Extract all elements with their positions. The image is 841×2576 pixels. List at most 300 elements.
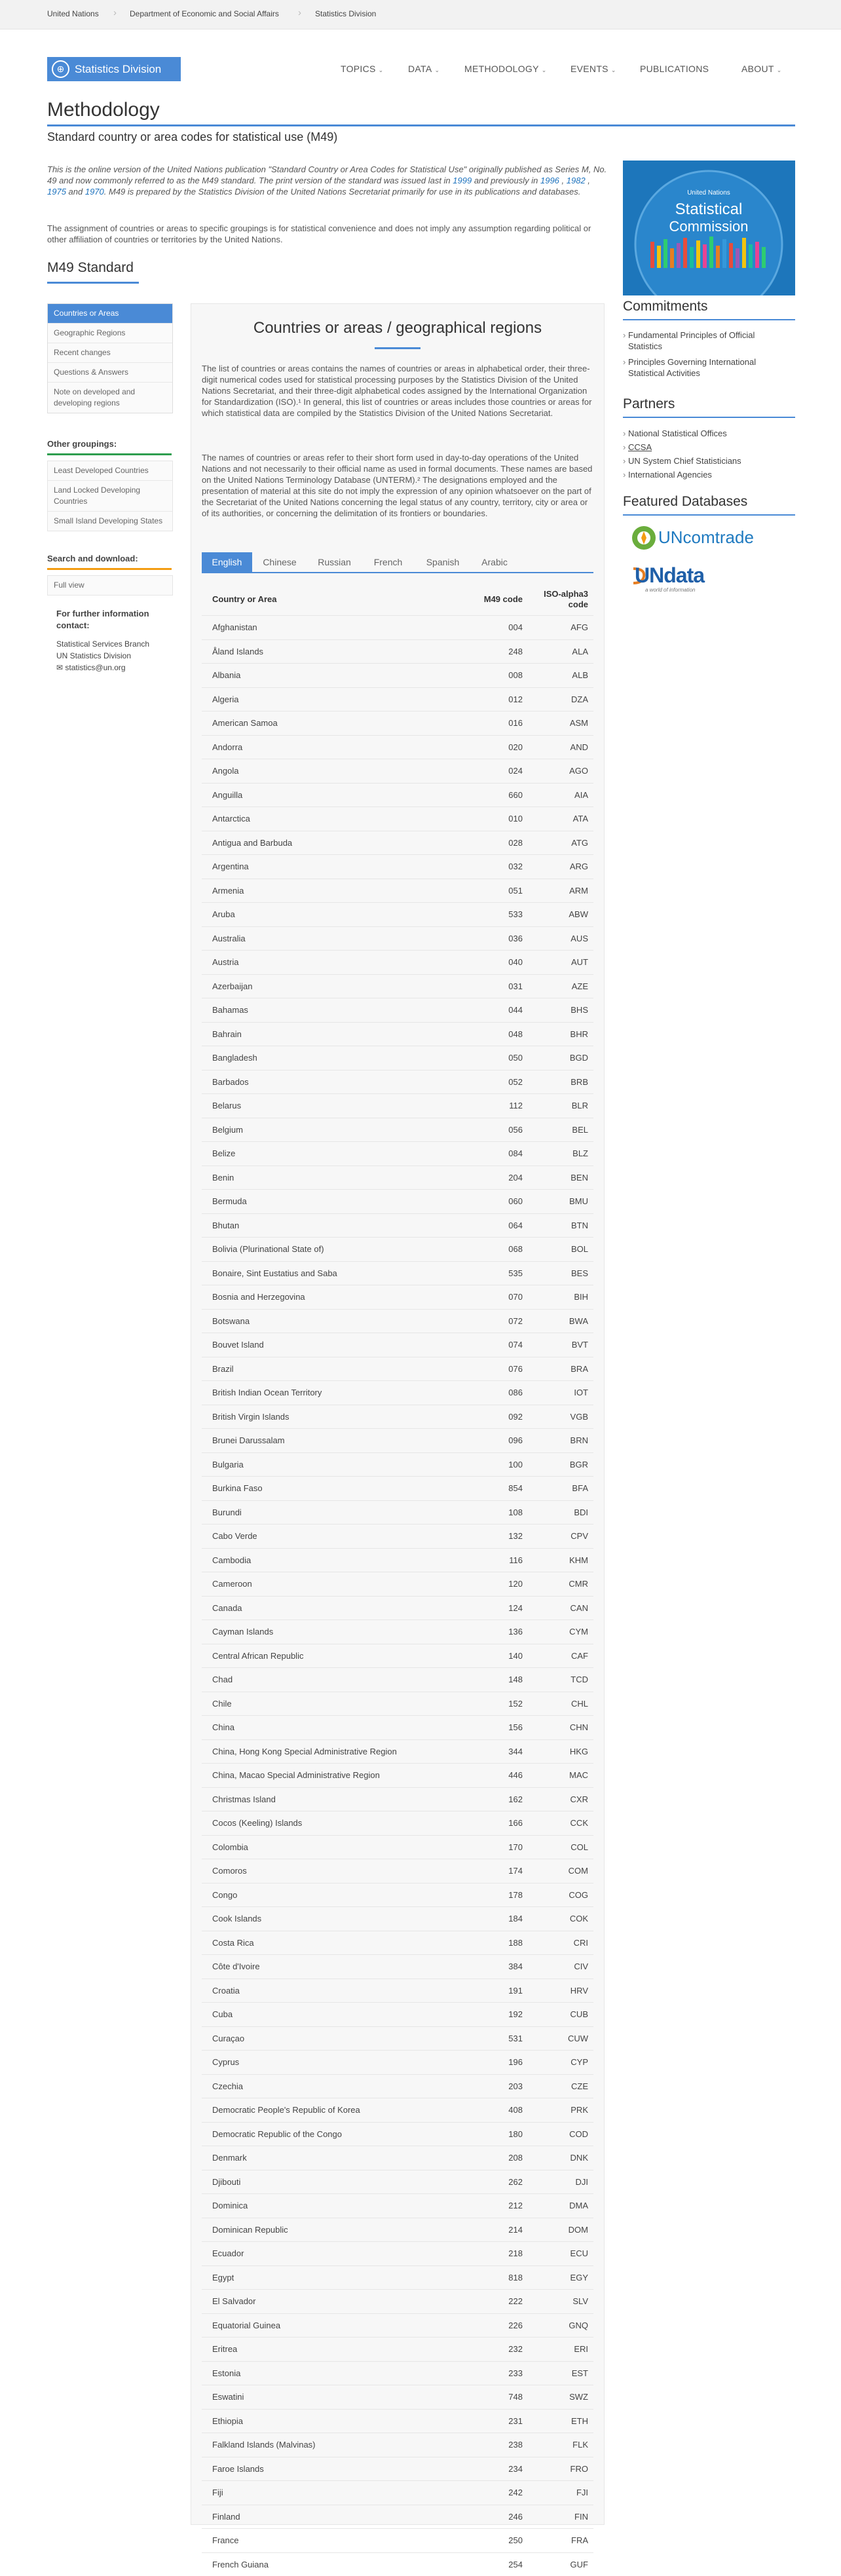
country-name-cell: France <box>212 2535 238 2545</box>
iso-code-cell: BWA <box>536 1316 588 1326</box>
tab-arabic[interactable]: Arabic <box>471 552 518 572</box>
link-1975[interactable]: 1975 <box>47 187 66 197</box>
m49-code-cell: 238 <box>464 2440 523 2450</box>
iso-code-cell: DZA <box>536 694 588 704</box>
country-name-cell: French Guiana <box>212 2560 269 2569</box>
table-row <box>202 2265 593 2290</box>
iso-code-cell: ATG <box>536 838 588 848</box>
iso-code-cell: BGD <box>536 1053 588 1063</box>
m49-code-cell: 072 <box>464 1316 523 1326</box>
m49-code-cell: 032 <box>464 862 523 871</box>
iso-code-cell: ETH <box>536 2416 588 2426</box>
table-row <box>202 1763 593 1787</box>
table-row <box>202 1022 593 1046</box>
iso-code-cell: BVT <box>536 1340 588 1350</box>
country-name-cell: Austria <box>212 957 238 967</box>
green-divider <box>47 453 172 455</box>
country-name-cell: Faroe Islands <box>212 2464 264 2474</box>
title-divider <box>47 124 795 126</box>
country-name-cell: China <box>212 1722 234 1732</box>
search-download-heading: Search and download: <box>47 554 138 563</box>
table-row <box>202 831 593 855</box>
m49-code-cell: 384 <box>464 1961 523 1971</box>
iso-code-cell: FRO <box>536 2464 588 2474</box>
countries-table <box>202 584 593 2576</box>
country-name-cell: Central African Republic <box>212 1651 303 1661</box>
iso-code-cell: CXR <box>536 1794 588 1804</box>
table-row <box>202 1428 593 1452</box>
table-row <box>202 1380 593 1405</box>
m49-code-cell: 818 <box>464 2273 523 2282</box>
country-name-cell: Ethiopia <box>212 2416 243 2426</box>
chevron-down-icon: ⌄ <box>542 67 547 73</box>
country-name-cell: China, Macao Special Administrative Region <box>212 1770 380 1780</box>
country-name-cell: Afghanistan <box>212 622 257 632</box>
description-paragraph-2: The names of countries or areas refer to their short form used in day-to-day operations of the United Nations and not necessarily to their official name as used in formal documents. These names are based on the United Nations Terminology Database (UNTERM).² The designations employed and the presentation of material at this site do not imply the expression of any opinion whatsoever on the part of the Secretariat of the United Nations concerning the legal status of any country, territory, city or area or of its authorities, or concerning the delimitation of its frontiers or boundaries. <box>202 452 595 519</box>
search-download-list <box>47 575 173 596</box>
iso-code-cell: GNQ <box>536 2320 588 2330</box>
m49-code-cell: 028 <box>464 838 523 848</box>
m49-code-cell: 188 <box>464 1938 523 1948</box>
iso-code-cell: CYM <box>536 1627 588 1637</box>
m49-code-cell: 174 <box>464 1866 523 1876</box>
disclaimer-text: The assignment of countries or areas to specific groupings is for statistical convenience and does not imply any assumption regarding political or other affiliation of countries or territories by the United Nations. <box>47 223 610 245</box>
country-name-cell: Armenia <box>212 886 244 896</box>
table-row <box>202 711 593 735</box>
iso-code-cell: BTN <box>536 1221 588 1230</box>
country-name-cell: Azerbaijan <box>212 981 252 991</box>
country-name-cell: Bolivia (Plurinational State of) <box>212 1244 324 1254</box>
table-row <box>202 759 593 783</box>
m49-code-cell: 152 <box>464 1699 523 1709</box>
table-row <box>202 2170 593 2194</box>
iso-code-cell: AGO <box>536 766 588 776</box>
leftnav-full-view[interactable]: Full view <box>48 576 172 595</box>
iso-code-cell: COM <box>536 1866 588 1876</box>
country-name-cell: Brunei Darussalam <box>212 1435 285 1445</box>
country-name-cell: China, Hong Kong Special Administrative Region <box>212 1747 397 1756</box>
iso-code-cell: BMU <box>536 1196 588 1206</box>
m49-code-cell: 096 <box>464 1435 523 1445</box>
m49-code-cell: 231 <box>464 2416 523 2426</box>
table-row <box>202 974 593 998</box>
other-groupings-heading: Other groupings: <box>47 439 117 449</box>
table-row <box>202 2074 593 2098</box>
table-body <box>202 615 593 2576</box>
breadcrumb-unsd[interactable]: Statistics Division <box>315 9 376 18</box>
link-1996[interactable]: 1996 <box>540 176 559 185</box>
country-name-cell: Belgium <box>212 1125 243 1135</box>
nav-data[interactable]: DATA ⌄ <box>408 64 439 74</box>
iso-code-cell: ALA <box>536 647 588 656</box>
nav-events[interactable]: EVENTS ⌄ <box>570 64 616 74</box>
m49-code-cell: 092 <box>464 1412 523 1422</box>
iso-code-cell: ERI <box>536 2344 588 2354</box>
breadcrumb-separator: › <box>113 7 117 18</box>
table-row <box>202 1093 593 1118</box>
left-nav <box>47 303 173 413</box>
table-row <box>202 2002 593 2026</box>
country-name-cell: Democratic Republic of the Congo <box>212 2129 342 2139</box>
tab-english[interactable]: English <box>202 552 252 572</box>
table-row <box>202 1811 593 1835</box>
table-row <box>202 1309 593 1333</box>
iso-code-cell: ARM <box>536 886 588 896</box>
commitments-heading: Commitments <box>623 299 708 314</box>
iso-code-cell: BOL <box>536 1244 588 1254</box>
table-row <box>202 854 593 879</box>
m49-code-cell: 156 <box>464 1722 523 1732</box>
table-row <box>202 1476 593 1500</box>
uncomtrade-globe-icon <box>631 525 657 551</box>
table-row <box>202 1787 593 1811</box>
m49-code-cell: 254 <box>464 2560 523 2569</box>
table-row <box>202 2050 593 2074</box>
m49-code-cell: 050 <box>464 1053 523 1063</box>
country-name-cell: Benin <box>212 1173 234 1183</box>
leftnav-sids[interactable]: Small Island Developing States <box>48 512 172 531</box>
iso-code-cell: FLK <box>536 2440 588 2450</box>
nav-methodology[interactable]: METHODOLOGY ⌄ <box>464 64 547 74</box>
undata-tagline: a world of information <box>645 587 695 593</box>
country-name-cell: Burkina Faso <box>212 1483 263 1493</box>
table-row <box>202 2528 593 2552</box>
iso-code-cell: SWZ <box>536 2392 588 2402</box>
iso-code-cell: BLR <box>536 1101 588 1110</box>
table-row <box>202 1118 593 1142</box>
m49-code-cell: 446 <box>464 1770 523 1780</box>
country-name-cell: Cuba <box>212 2009 233 2019</box>
nav-about[interactable]: ABOUT ⌄ <box>741 64 782 74</box>
iso-code-cell: COK <box>536 1914 588 1923</box>
country-name-cell: Dominican Republic <box>212 2225 288 2235</box>
iso-code-cell: DJI <box>536 2177 588 2187</box>
m49-code-cell: 533 <box>464 909 523 919</box>
table-row <box>202 615 593 639</box>
country-name-cell: Antigua and Barbuda <box>212 838 292 848</box>
country-name-cell: Bermuda <box>212 1196 247 1206</box>
chevron-down-icon: ⌄ <box>777 67 782 73</box>
country-name-cell: El Salvador <box>212 2296 255 2306</box>
iso-code-cell: PRK <box>536 2105 588 2115</box>
breadcrumb-desa[interactable]: Department of Economic and Social Affairs <box>130 9 279 18</box>
table-row <box>202 926 593 951</box>
country-name-cell: Canada <box>212 1603 242 1613</box>
m49-code-cell: 004 <box>464 622 523 632</box>
iso-code-cell: BIH <box>536 1292 588 1302</box>
column-header-iso[interactable]: ISO-alpha3 code <box>536 589 588 610</box>
iso-code-cell: CHN <box>536 1722 588 1732</box>
link-ccsa[interactable]: › CCSA <box>628 442 785 453</box>
m49-code-cell: 344 <box>464 1747 523 1756</box>
m49-code-cell: 191 <box>464 1986 523 1996</box>
statistical-commission-image <box>623 161 795 295</box>
country-name-cell: Barbados <box>212 1077 249 1087</box>
iso-code-cell: AUS <box>536 934 588 943</box>
table-row <box>202 806 593 831</box>
table-row <box>202 1333 593 1357</box>
country-name-cell: Angola <box>212 766 238 776</box>
iso-code-cell: BLZ <box>536 1148 588 1158</box>
country-name-cell: Aruba <box>212 909 235 919</box>
table-row <box>202 950 593 974</box>
m49-code-cell: 070 <box>464 1292 523 1302</box>
country-name-cell: Botswana <box>212 1316 250 1326</box>
m49-code-cell: 531 <box>464 2034 523 2043</box>
table-row <box>202 663 593 687</box>
link-principles-international[interactable]: › Principles Governing International Statistical Activities <box>628 356 785 379</box>
leftnav-questions-answers[interactable]: Questions & Answers <box>48 363 172 383</box>
m49-code-cell: 180 <box>464 2129 523 2139</box>
m49-code-cell: 108 <box>464 1507 523 1517</box>
m49-code-cell: 020 <box>464 742 523 752</box>
iso-code-cell: KHM <box>536 1555 588 1565</box>
iso-code-cell: COL <box>536 1842 588 1852</box>
country-name-cell: Bouvet Island <box>212 1340 264 1350</box>
m49-code-cell: 048 <box>464 1029 523 1039</box>
uncomtrade-text: UNcomtrade <box>658 527 754 548</box>
iso-code-cell: MAC <box>536 1770 588 1780</box>
undata-text: UNdata <box>635 563 704 588</box>
table-row <box>202 1572 593 1596</box>
iso-code-cell: AND <box>536 742 588 752</box>
table-row <box>202 639 593 664</box>
m49-code-cell: 262 <box>464 2177 523 2187</box>
section-title: M49 Standard <box>47 260 134 276</box>
country-name-cell: Estonia <box>212 2368 240 2378</box>
partners-heading: Partners <box>623 396 675 412</box>
country-name-cell: Algeria <box>212 694 238 704</box>
country-name-cell: Croatia <box>212 1986 240 1996</box>
m49-code-cell: 214 <box>464 2225 523 2235</box>
uncomtrade-logo[interactable] <box>631 525 775 551</box>
m49-code-cell: 086 <box>464 1388 523 1397</box>
link-1982[interactable]: 1982 <box>567 176 586 185</box>
table-row <box>202 1500 593 1525</box>
page-title: Methodology <box>47 99 160 121</box>
m49-code-cell: 408 <box>464 2105 523 2115</box>
country-name-cell: Burundi <box>212 1507 242 1517</box>
link-un-chief-statisticians[interactable]: › UN System Chief Statisticians <box>628 455 785 466</box>
partners-divider <box>623 417 795 418</box>
tab-spanish[interactable]: Spanish <box>415 552 471 572</box>
m49-code-cell: 233 <box>464 2368 523 2378</box>
table-row <box>202 1548 593 1572</box>
m49-code-cell: 248 <box>464 647 523 656</box>
link-fundamental-principles[interactable]: › Fundamental Principles of Official Statistics <box>628 330 785 352</box>
table-row <box>202 1189 593 1213</box>
description-paragraph-1: The list of countries or areas contains the names of countries or areas in alphabetical order, their three-digit numerical codes used for statistical processing purposes by the Statistics Division of the United Nations Secretariat, and their three-digit alphabetical codes assigned by the International Organization for Standardization (ISO).¹ In general, this list of countries or areas includes those countries or areas for which statistical data are compiled by the Statistics Division of the United Nations Secretariat. <box>202 363 595 419</box>
table-row <box>202 1979 593 2003</box>
country-name-cell: Argentina <box>212 862 249 871</box>
statistical-commission-logo-icon <box>623 161 795 295</box>
table-row <box>202 2193 593 2218</box>
table-row <box>202 2289 593 2313</box>
table-row <box>202 735 593 759</box>
table-row <box>202 1667 593 1692</box>
contact-email[interactable]: ✉ statistics@un.org <box>56 662 168 673</box>
m49-code-cell: 246 <box>464 2512 523 2522</box>
iso-code-cell: AUT <box>536 957 588 967</box>
tab-russian[interactable]: Russian <box>307 552 362 572</box>
nav-topics[interactable]: TOPICS ⌄ <box>341 64 384 74</box>
country-name-cell: Bonaire, Sint Eustatius and Saba <box>212 1268 337 1278</box>
table-row <box>202 902 593 926</box>
iso-code-cell: ASM <box>536 718 588 728</box>
leftnav-ldc[interactable]: Least Developed Countries <box>48 461 172 481</box>
top-bar <box>0 0 841 29</box>
hero-line2: Statistical <box>675 200 743 218</box>
iso-code-cell: CRI <box>536 1938 588 1948</box>
tab-chinese[interactable]: Chinese <box>252 552 307 572</box>
site-logo[interactable] <box>47 57 181 81</box>
m49-code-cell: 074 <box>464 1340 523 1350</box>
country-name-cell: Finland <box>212 2512 240 2522</box>
page-subtitle: Standard country or area codes for statistical use (M49) <box>47 130 337 144</box>
m49-code-cell: 056 <box>464 1125 523 1135</box>
country-name-cell: Colombia <box>212 1842 248 1852</box>
leftnav-countries-areas[interactable]: Countries or Areas <box>48 304 172 324</box>
m49-code-cell: 024 <box>464 766 523 776</box>
column-header-country[interactable]: Country or Area <box>212 594 276 604</box>
m49-code-cell: 084 <box>464 1148 523 1158</box>
link-national-statistical-offices[interactable]: › National Statistical Offices <box>628 428 785 439</box>
table-row <box>202 2480 593 2505</box>
country-name-cell: Democratic People's Republic of Korea <box>212 2105 360 2115</box>
m49-code-cell: 222 <box>464 2296 523 2306</box>
leftnav-recent-changes[interactable]: Recent changes <box>48 343 172 363</box>
iso-code-cell: FRA <box>536 2535 588 2545</box>
m49-code-cell: 044 <box>464 1005 523 1015</box>
other-groupings-list <box>47 461 173 531</box>
table-row <box>202 1954 593 1979</box>
iso-code-cell: CZE <box>536 2081 588 2091</box>
iso-code-cell: ABW <box>536 909 588 919</box>
link-1970[interactable]: 1970 <box>85 187 104 197</box>
table-row <box>202 1046 593 1070</box>
un-emblem-icon: ⊕ <box>52 60 69 78</box>
table-row <box>202 2241 593 2265</box>
iso-code-cell: IOT <box>536 1388 588 1397</box>
m49-code-cell: 196 <box>464 2057 523 2067</box>
iso-code-cell: FJI <box>536 2488 588 2497</box>
breadcrumb-un[interactable]: United Nations <box>47 9 99 18</box>
m49-code-cell: 051 <box>464 886 523 896</box>
country-name-cell: Côte d'Ivoire <box>212 1961 260 1971</box>
m49-code-cell: 170 <box>464 1842 523 1852</box>
m49-code-cell: 178 <box>464 1890 523 1900</box>
iso-code-cell: BFA <box>536 1483 588 1493</box>
country-name-cell: Eswatini <box>212 2392 244 2402</box>
m49-code-cell: 036 <box>464 934 523 943</box>
m49-code-cell: 124 <box>464 1603 523 1613</box>
table-row <box>202 1070 593 1094</box>
iso-code-cell: BES <box>536 1268 588 1278</box>
iso-code-cell: ATA <box>536 814 588 824</box>
m49-code-cell: 076 <box>464 1364 523 1374</box>
leftnav-lldc[interactable]: Land Locked Developing Countries <box>48 481 172 512</box>
country-name-cell: Cocos (Keeling) Islands <box>212 1818 302 1828</box>
table-row <box>202 1405 593 1429</box>
leftnav-geographic-regions[interactable]: Geographic Regions <box>48 324 172 343</box>
m49-code-cell: 116 <box>464 1555 523 1565</box>
undata-logo[interactable] <box>631 563 729 595</box>
iso-code-cell: BHR <box>536 1029 588 1039</box>
iso-code-cell: CUB <box>536 2009 588 2019</box>
iso-code-cell: BRB <box>536 1077 588 1087</box>
m49-code-cell: 140 <box>464 1651 523 1661</box>
country-name-cell: Åland Islands <box>212 647 263 656</box>
iso-code-cell: HKG <box>536 1747 588 1756</box>
table-row <box>202 1715 593 1739</box>
iso-code-cell: BEL <box>536 1125 588 1135</box>
table-row <box>202 1237 593 1261</box>
leftnav-developed-regions-note[interactable]: Note on developed and developing regions <box>48 383 172 413</box>
table-row <box>202 1261 593 1285</box>
chevron-down-icon: ⌄ <box>434 67 439 73</box>
iso-code-cell: BDI <box>536 1507 588 1517</box>
country-name-cell: Congo <box>212 1890 237 1900</box>
country-name-cell: Belarus <box>212 1101 241 1110</box>
country-name-cell: Australia <box>212 934 246 943</box>
table-row <box>202 1357 593 1381</box>
logo-text: Statistics Division <box>75 57 161 81</box>
nav-publications[interactable]: PUBLICATIONS <box>640 64 709 74</box>
m49-code-cell: 208 <box>464 2153 523 2163</box>
panel-title: Countries or areas / geographical regions <box>191 319 604 337</box>
m49-code-cell: 204 <box>464 1173 523 1183</box>
link-international-agencies[interactable]: › International Agencies <box>628 469 785 480</box>
table-row <box>202 2552 593 2576</box>
table-row <box>202 2361 593 2385</box>
m49-code-cell: 060 <box>464 1196 523 1206</box>
table-row <box>202 1452 593 1477</box>
country-name-cell: Anguilla <box>212 790 242 800</box>
commitments-divider <box>623 319 795 320</box>
m49-code-cell: 100 <box>464 1460 523 1469</box>
country-name-cell: British Indian Ocean Territory <box>212 1388 322 1397</box>
tab-french[interactable]: French <box>362 552 415 572</box>
column-header-m49[interactable]: M49 code <box>464 594 523 604</box>
iso-code-cell: CYP <box>536 2057 588 2067</box>
country-name-cell: Albania <box>212 670 240 680</box>
country-name-cell: Bahrain <box>212 1029 242 1039</box>
iso-code-cell: AFG <box>536 622 588 632</box>
main-panel <box>191 303 605 2525</box>
country-name-cell: Cook Islands <box>212 1914 261 1923</box>
iso-code-cell: BRN <box>536 1435 588 1445</box>
iso-code-cell: AIA <box>536 790 588 800</box>
table-row <box>202 1524 593 1548</box>
iso-code-cell: ARG <box>536 862 588 871</box>
country-name-cell: Bosnia and Herzegovina <box>212 1292 305 1302</box>
m49-code-cell: 660 <box>464 790 523 800</box>
m49-code-cell: 112 <box>464 1101 523 1110</box>
table-row <box>202 2218 593 2242</box>
table-row <box>202 687 593 711</box>
country-name-cell: Djibouti <box>212 2177 240 2187</box>
m49-code-cell: 132 <box>464 1531 523 1541</box>
m49-code-cell: 010 <box>464 814 523 824</box>
country-name-cell: Curaçao <box>212 2034 244 2043</box>
iso-code-cell: CHL <box>536 1699 588 1709</box>
iso-code-cell: CPV <box>536 1531 588 1541</box>
country-name-cell: Czechia <box>212 2081 243 2091</box>
hero-line3: Commission <box>669 218 748 235</box>
table-row <box>202 2098 593 2122</box>
iso-code-cell: CAN <box>536 1603 588 1613</box>
link-1999[interactable]: 1999 <box>453 176 472 185</box>
